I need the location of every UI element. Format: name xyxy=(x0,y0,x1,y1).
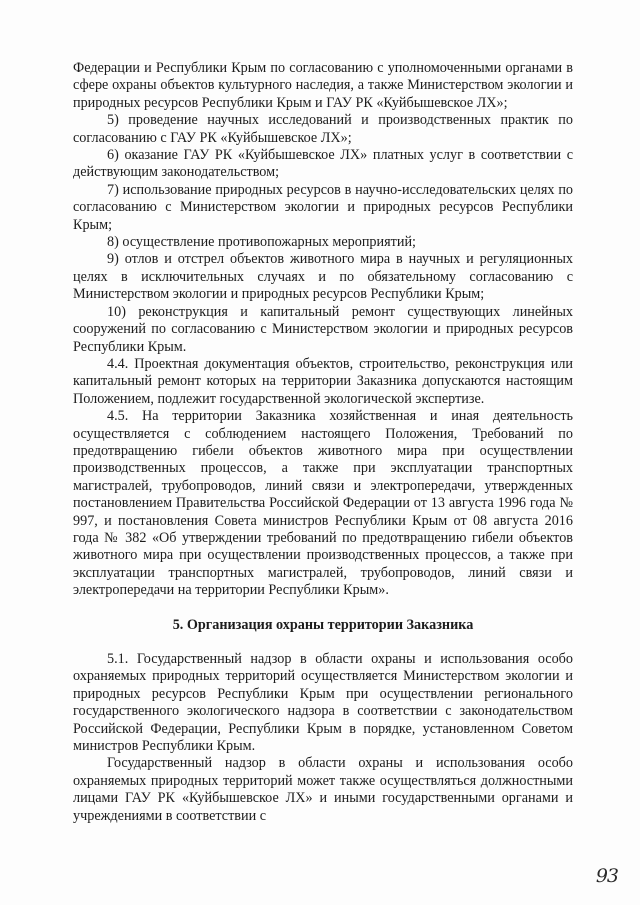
document-body xyxy=(73,60,573,825)
paragraph-continuation: Федерации и Республики Крым по согласованию с уполномоченными органами в сфере охраны объектов культурного наследия, а также Министерством экологии и природных ресурсов Республики Крым и ГАУ РК «Куйбышевское ЛХ»; xyxy=(73,60,573,111)
paragraph-item-9: 9) отлов и отстрел объектов животного мира в научных и регуляционных целях в исключительных случаях и по обязательному согласованию с Министерством экологии и природных ресурсов Республики Крым; xyxy=(73,251,573,303)
page-number: 93 xyxy=(595,865,618,887)
paragraph-4-5: 4.5. На территории Заказника хозяйственная и иная деятельность осуществляется с соблюдением настоящего Положения, Требований по предотвращению гибели объектов животного мира при осуществлении производственных процессов, а также при эксплуатации транспортных магистралей, трубопроводов, линий связи и электропередачи, утвержденных постановлением Правительства Российской Федерации от 13 августа 1996 года № 997, и постановления Совета министров Республики Крым от 08 августа 2016 года № 382 «Об утверждении требований по предотвращению гибели объектов животного мира при осуществлении производственных процессов, а также при эксплуатации транспортных магистралей, трубопроводов, линий связи и электропередачи на территории Республики Крым». xyxy=(73,408,573,599)
paragraph-item-7: 7) использование природных ресурсов в научно-исследовательских целях по согласованию с Министерством экологии и природных ресурсов Республики Крым; xyxy=(73,181,573,233)
paragraph-4-4: 4.4. Проектная документация объектов, строительство, реконструкция или капитальный ремонт которых на территории Заказника допускаются настоящим Положением, подлежит государственной экологической экспертизе. xyxy=(73,355,573,407)
paragraph-item-6: 6) оказание ГАУ РК «Куйбышевское ЛХ» платных услуг в соответствии с действующим законодательством; xyxy=(73,147,573,181)
paragraph-5-1: 5.1. Государственный надзор в области охраны и использования особо охраняемых природных территорий осуществляется Министерством экологии и природных ресурсов Республики Крым при осуществлении регионального государственного экологического надзора в соответствии с законодательством Российской Федерации, Республики Крым в порядке, установленном Советом министров Республики Крым. xyxy=(73,651,573,755)
paragraph-state-supervision: Государственный надзор в области охраны и использования особо охраняемых природных территорий может также осуществляться должностными лицами ГАУ РК «Куйбышевское ЛХ» и иными государственными органами и учреждениями в соответствии с xyxy=(73,755,573,824)
section-heading: 5. Организация охраны территории Заказника xyxy=(172,616,474,633)
paragraph-item-10: 10) реконструкция и капитальный ремонт существующих линейных сооружений по согласованию с Министерством экологии и природных ресурсов Республики Крым. xyxy=(73,303,573,355)
paragraph-item-8: 8) осуществление противопожарных мероприятий; xyxy=(107,234,416,251)
paragraph-item-5: 5) проведение научных исследований и производственных практик по согласованию с ГАУ РК «Куйбышевское ЛХ»; xyxy=(73,112,573,146)
